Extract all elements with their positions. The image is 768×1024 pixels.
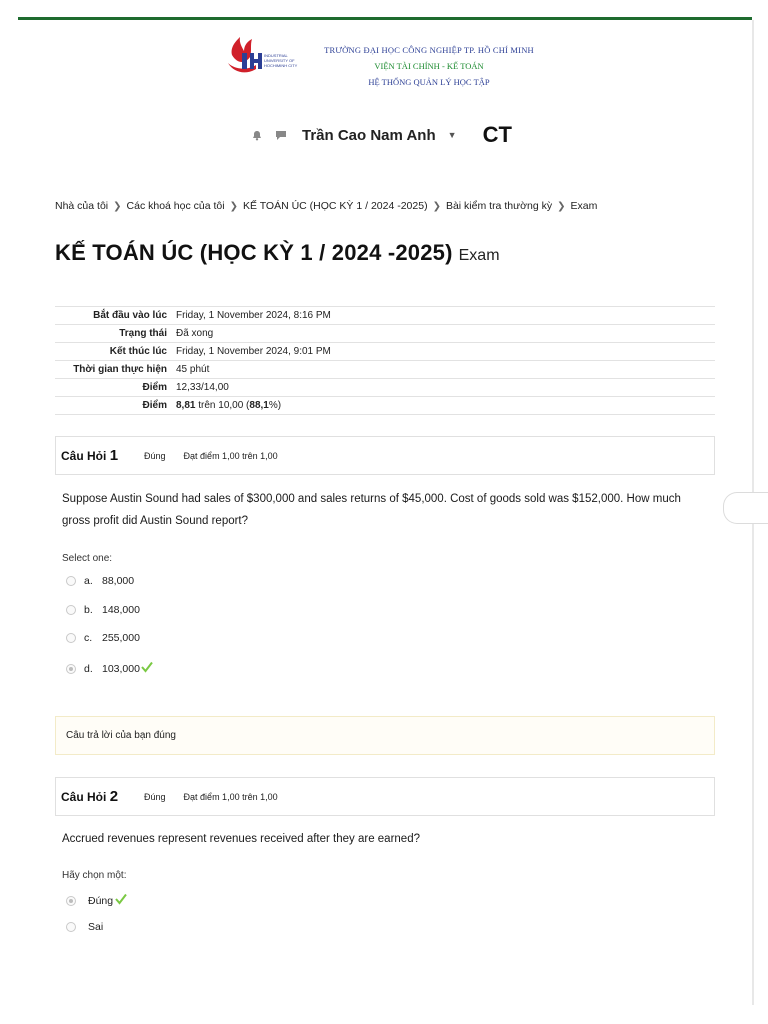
caret-down-icon[interactable]: ▼	[447, 130, 457, 140]
summary-row	[55, 343, 715, 361]
question-grade: Đạt điểm 1,00 trên 1,00	[183, 791, 278, 802]
svg-text:UNIVERSITY OF: UNIVERSITY OF	[264, 58, 295, 63]
page-subtitle: Exam	[458, 247, 500, 264]
system-name: HỆ THỐNG QUẢN LÝ HỌC TẬP	[368, 77, 490, 87]
chevron-right-icon: ❯	[432, 200, 441, 212]
chevron-right-icon: ❯	[557, 200, 566, 212]
svg-text:INDUSTRIAL: INDUSTRIAL	[264, 53, 288, 58]
answer-option-true[interactable]	[66, 893, 128, 908]
summary-label: Điểm	[142, 400, 167, 411]
question-1-text: Suppose Austin Sound had sales of $300,000 and sales returns of $45,000. Cost of goods sold was $152,000. How much gross profit did Austin Sound report?	[62, 493, 681, 527]
summary-row	[55, 307, 715, 325]
option-value: 103,000	[102, 662, 140, 675]
institute-name: VIỆN TÀI CHÍNH - KẾ TOÁN	[374, 61, 484, 71]
summary-row	[55, 379, 715, 397]
chevron-right-icon: ❯	[229, 200, 238, 212]
summary-row-grade	[55, 397, 715, 415]
summary-value: 12,33/14,00	[176, 382, 229, 393]
question-number: Câu Hỏi 1	[61, 447, 119, 464]
option-value: Sai	[88, 921, 104, 933]
answer-option-d[interactable]	[66, 661, 153, 676]
check-icon	[141, 661, 153, 676]
chevron-right-icon: ❯	[113, 200, 122, 212]
radio-button[interactable]	[66, 633, 76, 643]
summary-row	[55, 325, 715, 343]
summary-label: Điểm	[142, 382, 167, 393]
summary-value: Friday, 1 November 2024, 9:01 PM	[176, 346, 331, 357]
option-value: 88,000	[102, 575, 135, 587]
avatar[interactable]: CT	[482, 122, 512, 147]
radio-button[interactable]	[66, 605, 76, 615]
top-accent-line	[18, 17, 752, 20]
bell-icon[interactable]	[250, 128, 264, 142]
grade-out-of: trên 10,00 (	[195, 400, 250, 411]
summary-label: Thời gian thực hiện	[73, 364, 167, 375]
answer-option-a[interactable]	[66, 575, 134, 587]
breadcrumb-course[interactable]: KẾ TOÁN ÚC (HỌC KỲ 1 / 2024 -2025)	[242, 200, 428, 212]
breadcrumb	[55, 200, 597, 212]
summary-value: Friday, 1 November 2024, 8:16 PM	[176, 310, 331, 321]
drawer-toggle-handle[interactable]	[723, 492, 768, 524]
user-bar	[250, 122, 512, 148]
question-state: Đúng	[144, 450, 166, 461]
chat-icon[interactable]	[274, 128, 288, 142]
question-2-prompt: Hãy chọn một:	[62, 870, 127, 881]
svg-text:HOCHIMINH CITY: HOCHIMINH CITY	[264, 63, 298, 68]
summary-row	[55, 361, 715, 379]
question-number: Câu Hỏi 2	[61, 788, 119, 805]
breadcrumb-section[interactable]: Bài kiểm tra thường kỳ	[445, 200, 553, 212]
option-letter: a.	[84, 575, 93, 587]
grade-percent: 88,1	[249, 400, 269, 411]
grade-score: 8,81	[176, 400, 196, 411]
question-1-header	[55, 436, 715, 475]
summary-grade-value	[172, 397, 715, 415]
page-title: KẾ TOÁN ÚC (HỌC KỲ 1 / 2024 -2025)	[55, 240, 453, 265]
question-grade: Đạt điểm 1,00 trên 1,00	[183, 450, 278, 461]
question-1-prompt: Select one:	[62, 553, 113, 564]
breadcrumb-exam[interactable]: Exam	[570, 200, 598, 212]
option-letter: d.	[84, 662, 93, 675]
check-icon	[114, 893, 128, 908]
grade-percent-sign: %)	[268, 400, 282, 411]
summary-value: 45 phút	[176, 364, 210, 375]
breadcrumb-home[interactable]: Nhà của tôi	[55, 200, 109, 212]
school-name-block	[300, 42, 558, 90]
question-1-feedback	[55, 716, 715, 755]
radio-button[interactable]	[66, 576, 76, 586]
question-2-text: Accrued revenues represent revenues received after they are earned?	[62, 833, 420, 845]
answer-option-c[interactable]	[66, 632, 140, 644]
answer-option-false[interactable]	[66, 921, 103, 933]
question-2-header	[55, 777, 715, 816]
option-letter: b.	[84, 604, 93, 616]
summary-label: Bắt đầu vào lúc	[93, 310, 167, 321]
option-letter: c.	[84, 632, 93, 644]
option-value: 255,000	[102, 632, 140, 644]
radio-button-selected[interactable]	[66, 896, 76, 906]
radio-button[interactable]	[66, 922, 76, 932]
summary-value: Đã xong	[176, 328, 214, 339]
summary-label: Trạng thái	[119, 328, 167, 339]
attempt-summary-table	[55, 306, 715, 415]
user-menu-name[interactable]: Trần Cao Nam Anh	[302, 126, 436, 144]
option-value: Đúng	[88, 894, 114, 907]
breadcrumb-my-courses[interactable]: Các khoá học của tôi	[126, 200, 225, 212]
page-heading	[55, 240, 500, 266]
option-value: 148,000	[102, 604, 140, 616]
question-state: Đúng	[144, 791, 166, 802]
radio-button-selected[interactable]	[66, 664, 76, 674]
feedback-text: Câu trả lời của bạn đúng	[66, 730, 176, 741]
answer-option-b[interactable]	[66, 604, 140, 616]
summary-label: Kết thúc lúc	[109, 346, 167, 357]
school-name: TRƯỜNG ĐẠI HỌC CÔNG NGHIỆP TP. HỒ CHÍ MINH	[324, 45, 534, 55]
